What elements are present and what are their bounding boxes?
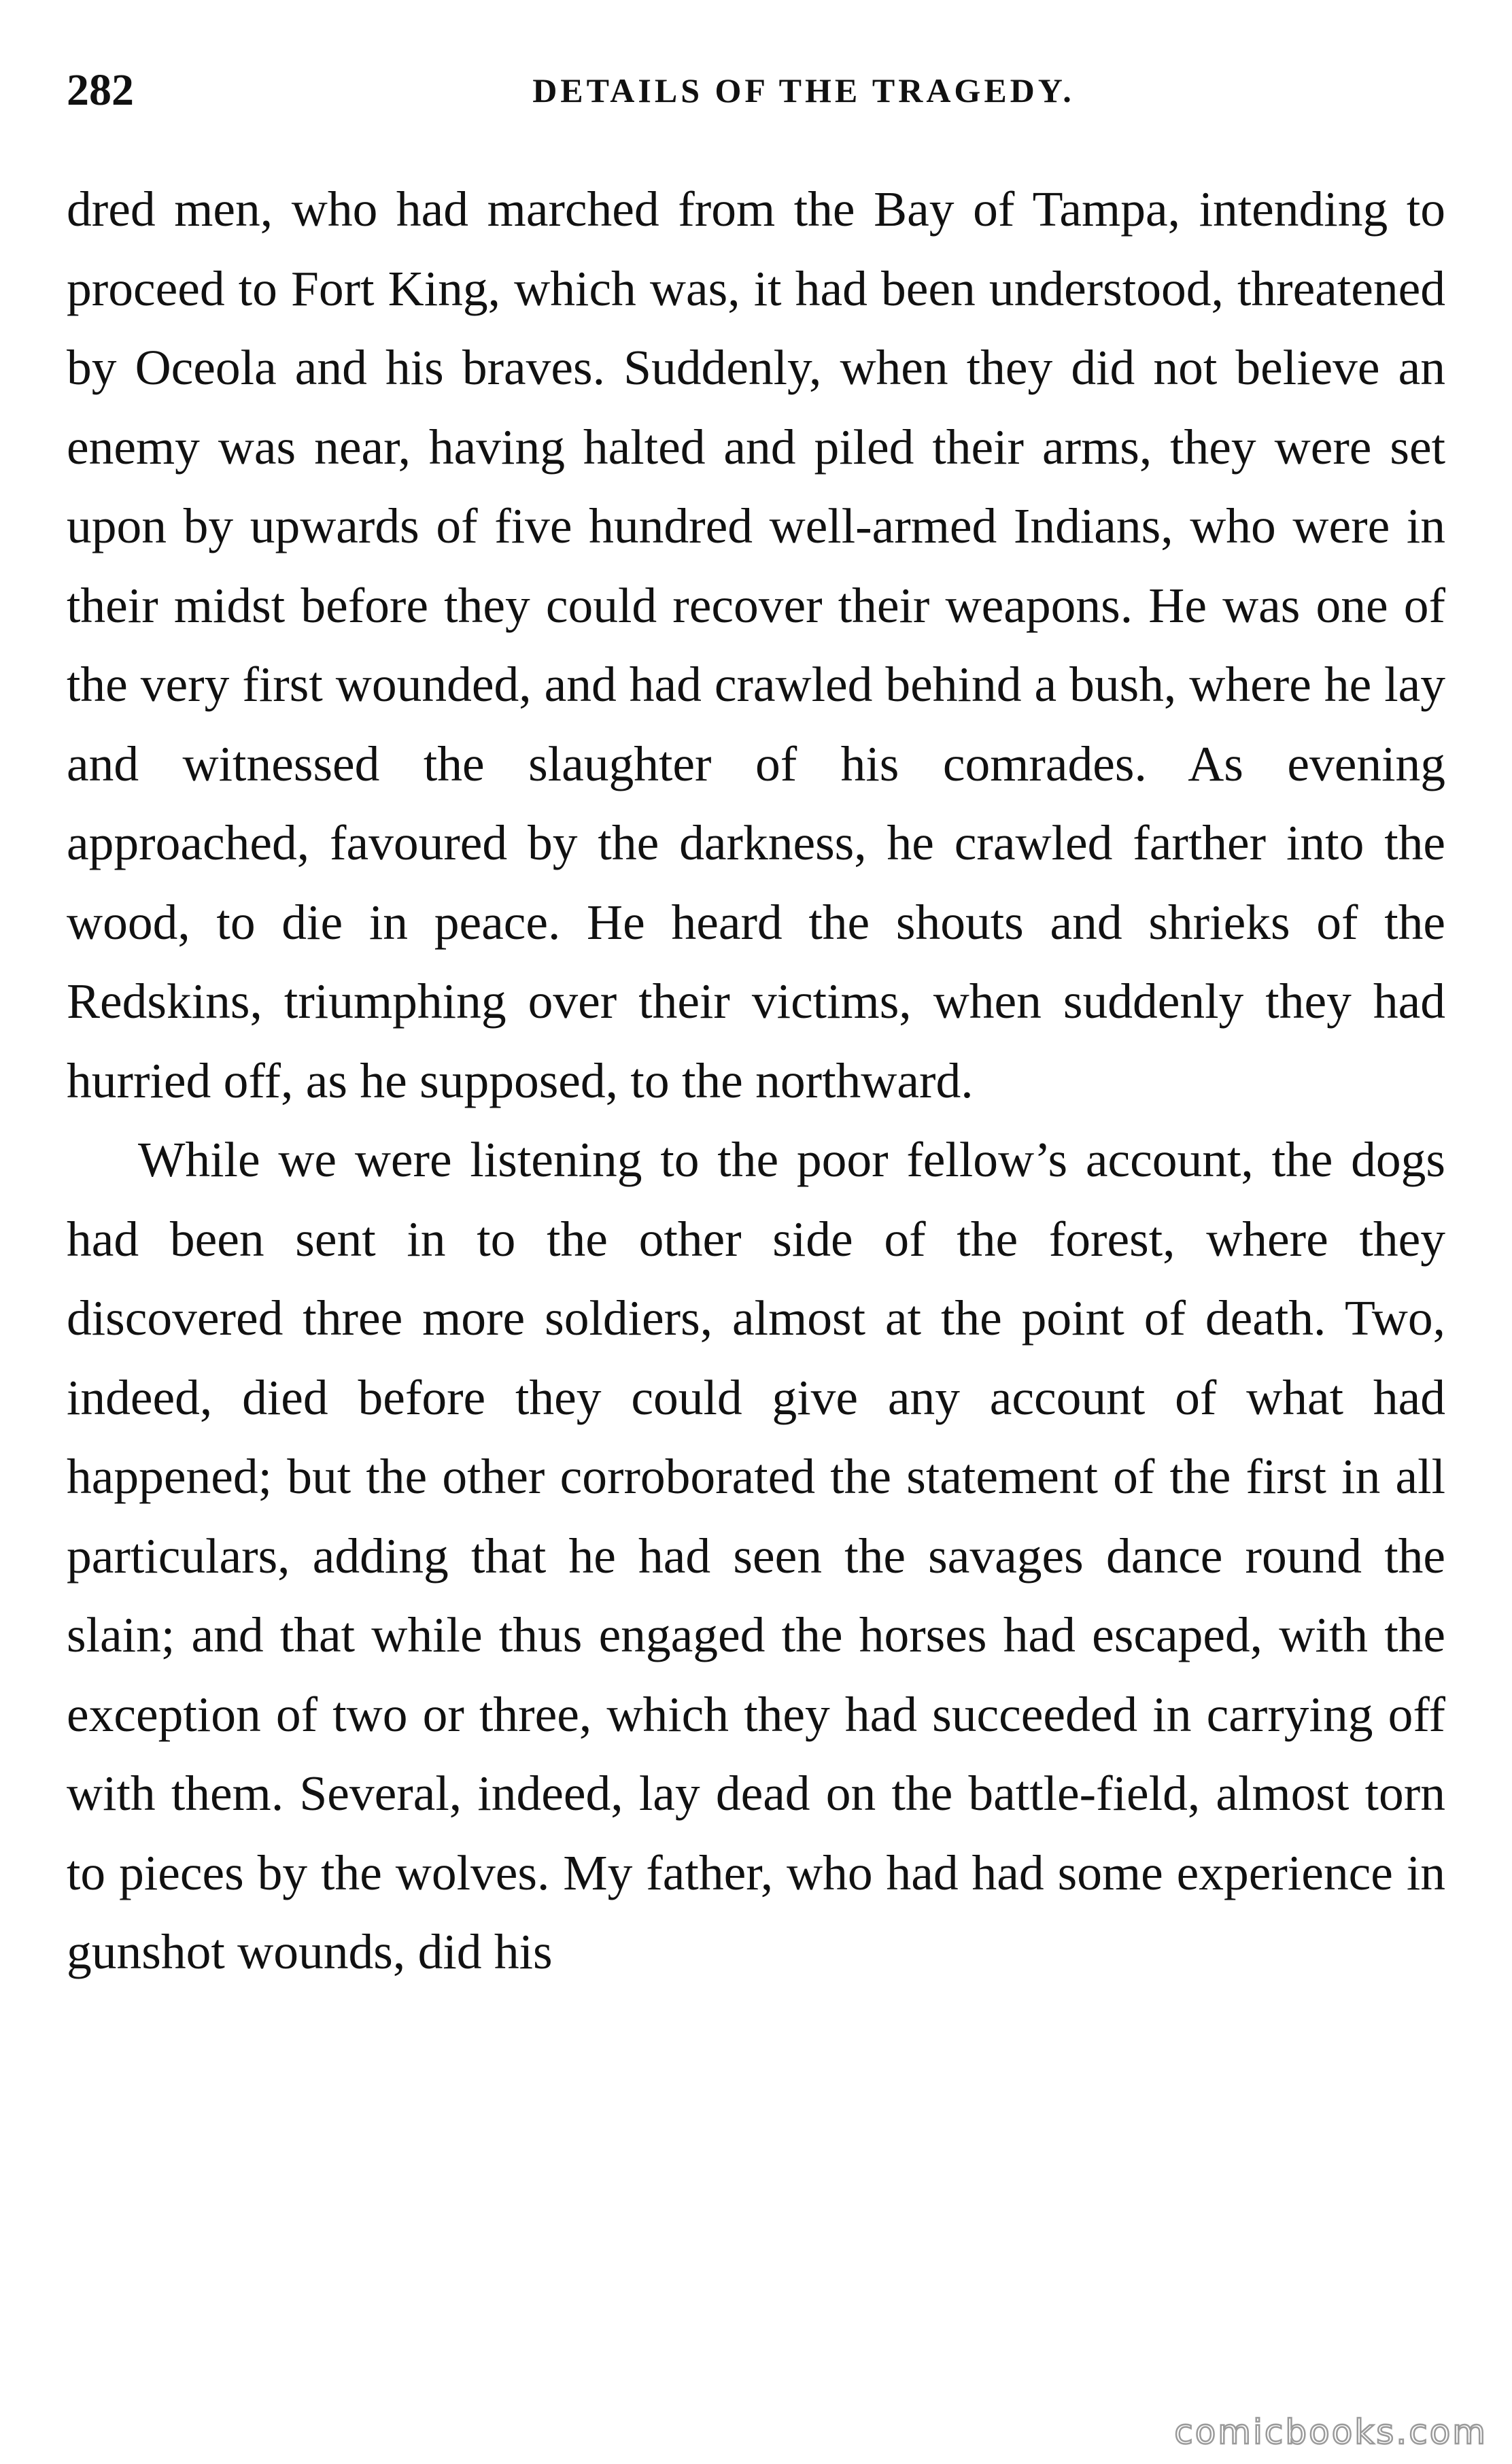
paragraph-continued: dred men, who had marched from the Bay of Tampa, intending to proceed to Fort King, which was, it had been understood, threatened by Oceola and his braves. Suddenly, when they did not believe an enemy was near, having halted and piled their arms, they were set upon by upwards of five hundred well-armed Indians, who were in their midst before they could recover their weapons. He was one of the very first wounded, and had crawled behind a bush, where he lay and witnessed the slaughter of his comrades. As evening approached, favoured by the darkness, he crawled farther into the wood, to die in peace. He heard the shouts and shrieks of the Redskins, triumphing over their victims, when suddenly they had hurried off, as he supposed, to the northward. (67, 182, 1445, 1108)
body-text (67, 170, 1445, 1992)
page-number: 282 (67, 65, 134, 115)
paragraph: While we were listening to the poor fellow’s account, the dogs had been sent in to the other side of the forest, where they discovered three more soldiers, almost at the point of death. Two, indeed, died before they could give any account of what had happened; but the other corroborated the statement of the first in all particulars, adding that he had seen the savages dance round the slain; and that while thus engaged the horses had escaped, with the exception of two or three, which they had succeeded in carrying off with them. Several, indeed, lay dead on the battle-field, almost torn to pieces by the wolves. My father, who had had some experience in gunshot wounds, did his (67, 1132, 1445, 1979)
watermark: comicbooks.com (1174, 2412, 1488, 2452)
page-header (67, 60, 1445, 121)
running-head: DETAILS OF THE TRAGEDY. (532, 71, 1075, 109)
